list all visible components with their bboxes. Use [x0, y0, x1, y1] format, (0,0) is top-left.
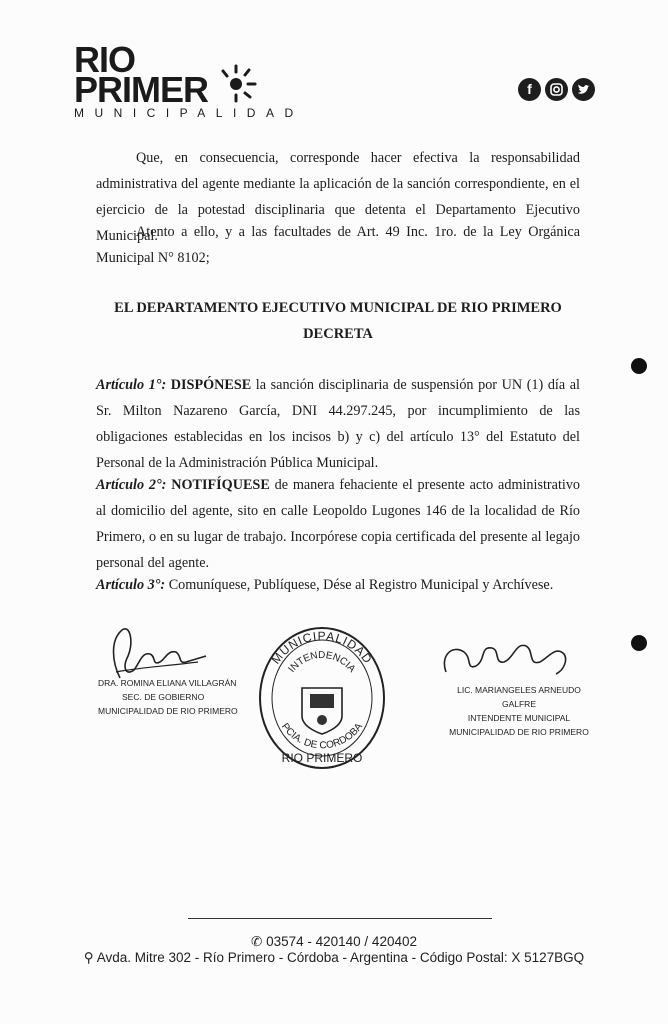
municipal-seal [256, 622, 388, 772]
article-3 [96, 572, 580, 598]
svg-text:INTENDENCIA [287, 650, 358, 675]
article-2-text: de manera fehaciente el presente acto administrativo al domicilio del agente, sito en calle Leopoldo Lugones 146 de la localidad de Río Primero, o en su lugar de trabajo. Incorpórese copia certificada del presente al legajo personal del agente. [96, 477, 581, 571]
article-1 [96, 372, 580, 476]
footer-address-text: Avda. Mitre 302 - Río Primero - Córdoba - Argentina - Código Postal: X 5127BGQ [96, 950, 585, 965]
article-2-label: Artículo 2°: [96, 477, 167, 493]
logo-subtitle: MUNICIPALIDAD [74, 106, 304, 120]
article-1-text: la sanción disciplinaria de suspensión por UN (1) día al Sr. Milton Nazareno García, DNI 44.297.245, por incumplimiento de las obligaciones establecidas en los incisos b) y c) del artículo 13° del Estatuto del Personal de la Administración Pública Municipal. [96, 377, 581, 471]
footer-divider [188, 918, 492, 919]
twitter-icon[interactable] [572, 78, 595, 101]
seal-base-text: RIO PRIMERO [281, 751, 363, 765]
phone-icon: ✆ [251, 934, 263, 949]
signature-left [98, 676, 258, 718]
logo-text-primero: PRIMER [74, 69, 209, 110]
location-pin-icon: ⚲ [83, 950, 94, 965]
signature-right [444, 683, 594, 739]
svg-text:PCIA. DE CORDOBA [279, 721, 365, 751]
article-1-verb: DISPÓNESE [170, 377, 252, 393]
signature-left-org: MUNICIPALIDAD DE RIO PRIMERO [98, 706, 238, 716]
instagram-icon[interactable] [545, 78, 568, 101]
footer-address [0, 950, 668, 966]
punch-hole-dot [631, 358, 647, 374]
paragraph-consequence: Que, en consecuencia, corresponde hacer efectiva la responsabilidad administrativa del agente mediante la aplicación de la sanción correspondiente, en el ejercicio de la potestad disciplinaria que detenta el Departamento Ejecutivo Municipal. [96, 150, 580, 244]
punch-hole-dot [631, 635, 647, 651]
article-3-label: Artículo 3°: [96, 577, 166, 593]
logo-text-rio: RIO [74, 39, 136, 80]
signature-left-role: SEC. DE GOBIERNO [122, 692, 205, 702]
logo-sun-icon [218, 60, 262, 104]
article-1-label: Artículo 1°: [96, 377, 167, 393]
signature-right-org: MUNICIPALIDAD DE RIO PRIMERO [449, 727, 589, 737]
footer-phone-number: 03574 - 420140 / 420402 [266, 934, 417, 949]
article-3-text: Comuníquese, Publíquese, Dése al Registro Municipal y Archívese. [168, 577, 554, 593]
seal-top-text: MUNICIPALIDAD [268, 628, 376, 667]
seal-mid-text: INTENDENCIA [286, 649, 358, 675]
signature-right-scribble [436, 632, 576, 682]
paragraph-attento: Atento a ello, y a las facultades de Art. 49 Inc. 1ro. de la Ley Orgánica Municipal N° 8102; [96, 224, 580, 266]
signature-left-scribble [106, 622, 216, 682]
decree-heading: DECRETA [303, 326, 373, 342]
signature-right-name: LIC. MARIANGELES ARNEUDO GALFRE [457, 685, 581, 709]
article-2-verb: NOTIFÍQUESE [171, 477, 270, 493]
seal-bottom-text: PCIA. DE CORDOBA [279, 721, 365, 752]
decree-authority-heading: EL DEPARTAMENTO EJECUTIVO MUNICIPAL DE RIO PRIMERO [114, 300, 562, 316]
signature-left-name: DRA. ROMINA ELIANA VILLAGRÁN [98, 678, 237, 688]
facebook-icon[interactable]: f [518, 78, 541, 101]
footer-phone [0, 934, 668, 950]
signature-right-role: INTENDENTE MUNICIPAL [467, 713, 571, 723]
article-2 [96, 472, 580, 576]
